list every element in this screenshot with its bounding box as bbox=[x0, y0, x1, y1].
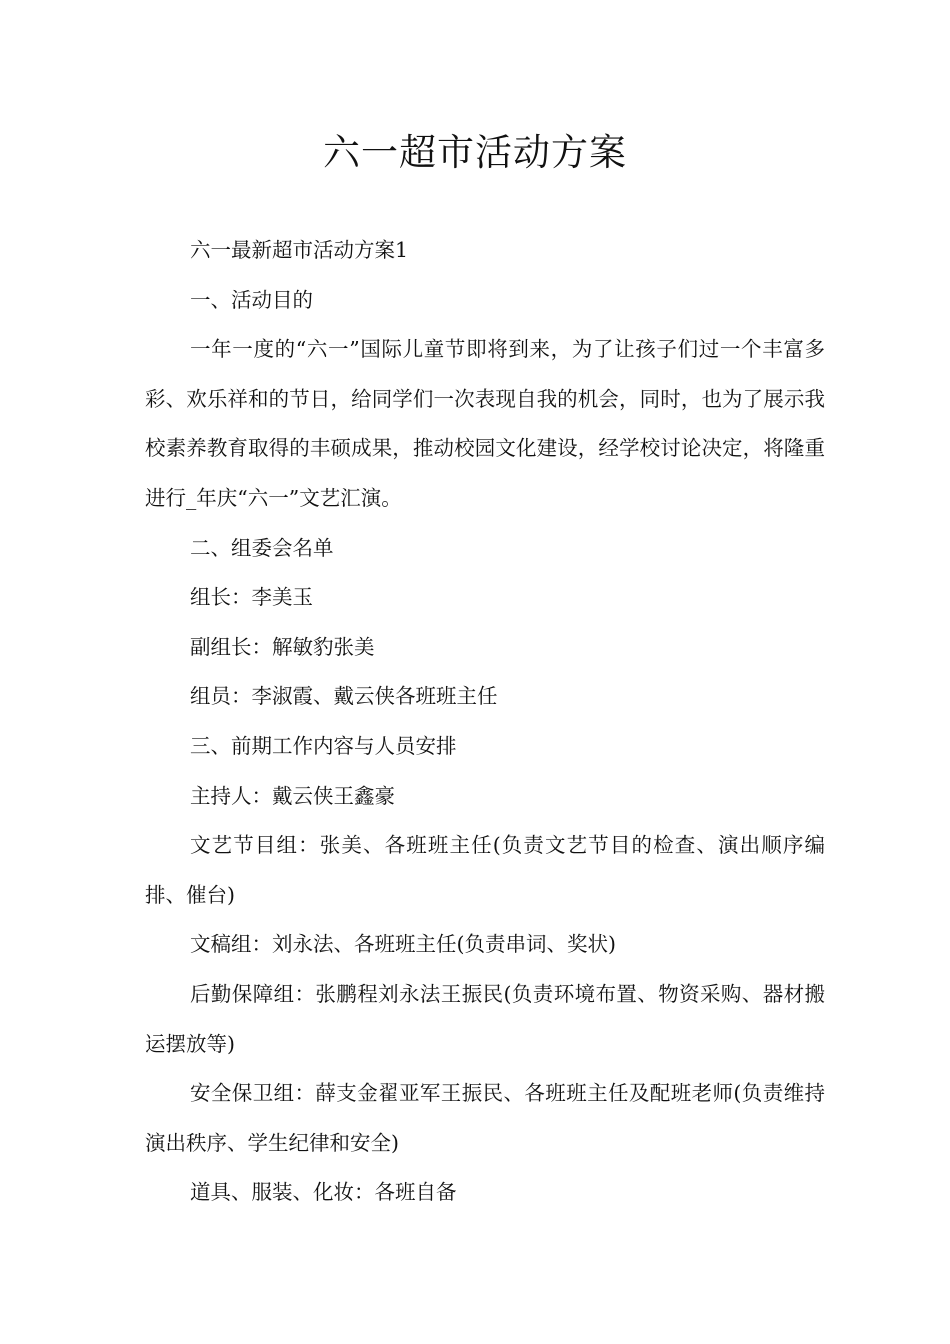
assignment-script-group: 文稿组：刘永法、各班班主任(负责串词、奖状) bbox=[190, 932, 616, 957]
assignment-logistics-group: 后勤保障组：张鹏程刘永法王振民(负责环境布置、物资采购、器材搬运摆放等) bbox=[145, 981, 825, 1056]
section-subtitle: 六一最新超市活动方案1 bbox=[190, 238, 409, 262]
assignment-hosts: 主持人：戴云侠王鑫豪 bbox=[190, 783, 395, 808]
heading-purpose: 一、活动目的 bbox=[190, 287, 313, 312]
committee-leader: 组长：李美玉 bbox=[190, 585, 313, 610]
assignment-security-group: 安全保卫组：薛支金翟亚军王振民、各班班主任及配班老师(负责维持演出秩序、学生纪律和安全) bbox=[145, 1081, 825, 1155]
document-body bbox=[145, 226, 825, 1218]
paragraph-purpose: 一年一度的“六一”国际儿童节即将到来，为了让孩子们过一个丰富多彩、欢乐祥和的节日，给同学们一次表现自我的机会，同时，也为了展示我校素养教育取得的丰硕成果，推动校园文化建设，经学校讨论决定，将隆重进行_年庆“六一”文艺汇演。 bbox=[145, 337, 825, 510]
heading-preparation: 三、前期工作内容与人员安排 bbox=[190, 733, 457, 758]
committee-members: 组员：李淑霞、戴云侠各班班主任 bbox=[190, 684, 498, 709]
document-title: 六一超市活动方案 bbox=[323, 131, 627, 174]
assignment-program-group: 文艺节目组：张美、各班班主任(负责文艺节目的检查、演出顺序编排、催台) bbox=[145, 833, 825, 907]
assignment-props: 道具、服装、化妆：各班自备 bbox=[190, 1180, 457, 1205]
heading-committee: 二、组委会名单 bbox=[190, 535, 334, 560]
committee-deputy: 副组长：解敏豹张美 bbox=[190, 634, 375, 659]
